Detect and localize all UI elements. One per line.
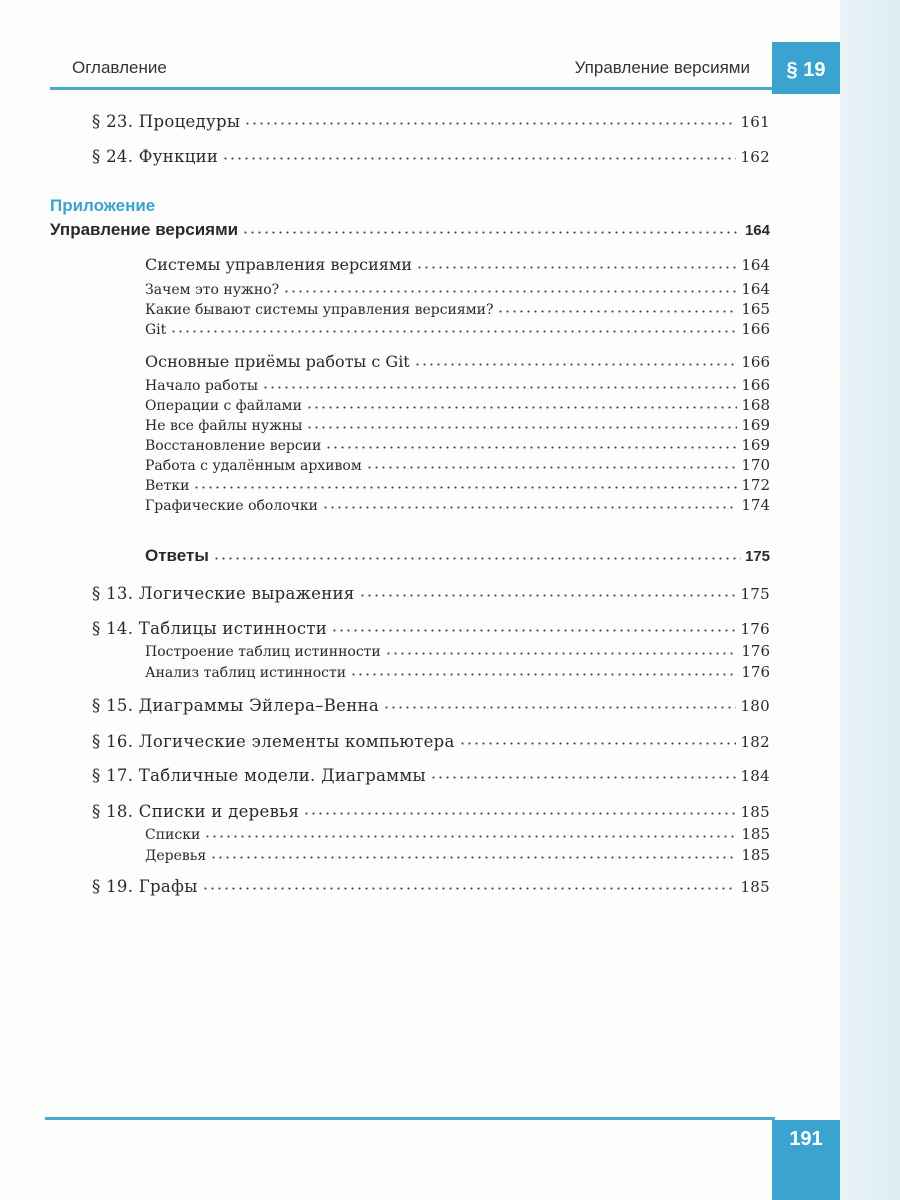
footer-rule [45, 1117, 775, 1120]
toc-entry [145, 496, 770, 514]
toc-entry-title: § 14. Таблицы истинности [92, 618, 328, 638]
toc-entry-page: 162 [740, 147, 770, 166]
toc-entry [145, 416, 770, 434]
dot-leader [306, 416, 737, 430]
dot-leader [331, 617, 736, 634]
toc-entry-page: 175 [744, 548, 770, 565]
toc-entry-page: 185 [741, 846, 770, 864]
toc-entry [145, 456, 770, 474]
toc-entry-page: 166 [741, 320, 770, 338]
dot-leader [244, 110, 736, 127]
toc-entry-title: Начало работы [145, 378, 258, 394]
page-number: 191 [772, 1120, 840, 1200]
toc-entry [145, 663, 770, 681]
toc-entry-page: 164 [741, 280, 770, 298]
appendix-label: Приложение [50, 196, 156, 215]
toc-entry [145, 376, 770, 394]
dot-leader [202, 875, 737, 892]
toc-entry [92, 145, 770, 166]
dot-leader [283, 280, 737, 294]
toc-entry-page: 172 [741, 476, 770, 494]
toc-entry [50, 218, 770, 240]
toc-entry-title: § 19. Графы [92, 876, 198, 896]
toc-entry-title: § 13. Логические выражения [92, 583, 355, 603]
toc-entry-title: Построение таблиц истинности [145, 644, 381, 660]
toc-entry [145, 476, 770, 494]
dot-leader [385, 642, 738, 656]
toc-entry-title: Ответы [145, 546, 209, 565]
toc-entry [92, 800, 770, 821]
toc-entry [92, 582, 770, 603]
dot-leader [204, 825, 737, 839]
dot-leader [497, 300, 737, 314]
toc-entry-page: 169 [741, 436, 770, 454]
toc-entry-page: 169 [741, 416, 770, 434]
dot-leader [350, 663, 737, 677]
toc-entry [145, 642, 770, 660]
toc-entry-page: 184 [740, 766, 770, 785]
toc-entry-page: 164 [744, 222, 770, 239]
toc-entry-title: Восстановление версии [145, 438, 322, 454]
dot-leader [262, 376, 737, 390]
running-header-right: Управление версиями [574, 58, 750, 77]
toc-entry-page: 166 [741, 353, 770, 371]
dot-leader [222, 145, 736, 162]
dot-leader [306, 396, 737, 410]
dot-leader [383, 694, 737, 711]
toc-entry-title: § 23. Процедуры [92, 111, 241, 131]
toc-entry-page: 180 [740, 696, 770, 715]
toc-entry-title: § 16. Логические элементы компьютера [92, 731, 455, 751]
toc-entry-title: Git [145, 322, 167, 338]
section-tab: § 19 [772, 42, 840, 94]
toc-entry-title: Списки [145, 827, 201, 843]
running-header-left: Оглавление [72, 58, 167, 77]
toc-entry-page: 176 [740, 619, 770, 638]
dot-leader [359, 582, 737, 599]
toc-entry-page: 165 [741, 300, 770, 318]
dot-leader [170, 320, 737, 334]
toc-entry-title: § 24. Функции [92, 146, 219, 166]
toc-entry-title: Деревья [145, 848, 207, 864]
toc-entry [145, 300, 770, 318]
toc-entry [145, 436, 770, 454]
dot-leader [242, 218, 741, 235]
toc-entry-title: Графические оболочки [145, 498, 319, 514]
toc-entry [92, 617, 770, 638]
toc-entry-title: Какие бывают системы управления версиями? [145, 302, 494, 318]
toc-entry-page: 175 [740, 584, 770, 603]
dot-leader [303, 800, 736, 817]
dot-leader [416, 254, 737, 270]
toc-entry [92, 110, 770, 131]
dot-leader [213, 544, 741, 561]
toc-entry [92, 875, 770, 896]
page-edge [840, 0, 900, 1200]
toc-entry-title: Зачем это нужно? [145, 282, 280, 298]
toc-entry-page: 170 [741, 456, 770, 474]
toc-entry [145, 254, 770, 274]
toc-entry-title: Работа с удалённым архивом [145, 458, 362, 474]
header-rule [50, 87, 772, 90]
dot-leader [430, 764, 737, 781]
toc-entry [145, 280, 770, 298]
toc-entry-title: Анализ таблиц истинности [145, 665, 347, 681]
toc-entry-title: Не все файлы нужны [145, 418, 303, 434]
dot-leader [366, 456, 738, 470]
toc-entry [145, 351, 770, 371]
toc-entry-page: 174 [741, 496, 770, 514]
toc-entry-page: 176 [741, 642, 770, 660]
toc-entry-title: Системы управления версиями [145, 255, 413, 274]
toc-entry-title: Ветки [145, 478, 190, 494]
dot-leader [459, 730, 737, 747]
toc-entry-page: 176 [741, 663, 770, 681]
toc-entry-page: 185 [740, 802, 770, 821]
toc-entry [92, 764, 770, 785]
toc-entry-page: 182 [740, 732, 770, 751]
toc-entry-title: Основные приёмы работы с Git [145, 352, 410, 371]
dot-leader [414, 351, 738, 367]
toc-entry-page: 168 [741, 396, 770, 414]
toc-entry-title: § 15. Диаграммы Эйлера–Венна [92, 695, 379, 715]
dot-leader [322, 496, 737, 510]
toc-entry [145, 544, 770, 566]
toc-entry-page: 185 [741, 825, 770, 843]
toc-entry [145, 396, 770, 414]
toc-entry-page: 185 [740, 877, 770, 896]
toc-entry-page: 161 [740, 112, 770, 131]
toc-entry [145, 320, 770, 338]
toc-entry [145, 825, 770, 843]
toc-entry [92, 694, 770, 715]
toc-entry [145, 846, 770, 864]
dot-leader [193, 476, 737, 490]
toc-entry-title: Управление версиями [50, 220, 239, 239]
toc-entry-title: § 18. Списки и деревья [92, 801, 300, 821]
toc-entry-page: 164 [741, 256, 770, 274]
toc-entry-title: Операции с файлами [145, 398, 302, 414]
toc-entry-page: 166 [741, 376, 770, 394]
toc-entry [92, 730, 770, 751]
dot-leader [210, 846, 737, 860]
toc-entry-title: § 17. Табличные модели. Диаграммы [92, 765, 426, 785]
dot-leader [325, 436, 737, 450]
